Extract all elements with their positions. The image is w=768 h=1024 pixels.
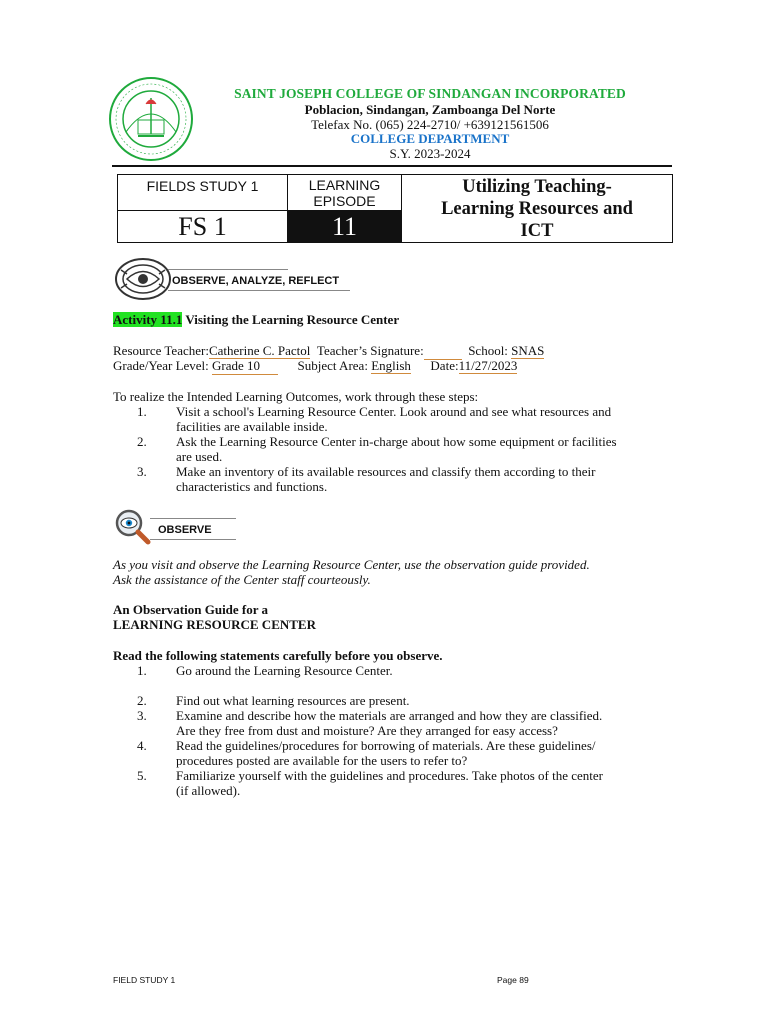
activity-heading: [113, 312, 399, 328]
observe-analyze-reflect-icon: [113, 256, 173, 302]
header-divider: [112, 165, 672, 167]
footer-left: FIELD STUDY 1: [113, 975, 176, 985]
guide-instruction: Read the following statements carefully before you observe.: [113, 648, 443, 663]
date-label: Date:: [430, 358, 459, 373]
field-study-label: FIELDS STUDY 1: [118, 175, 288, 211]
activity-tag: Activity 11.1: [113, 312, 183, 327]
learning-episode-label-line2: EPISODE: [313, 193, 376, 209]
observe-rule-top: [150, 518, 236, 519]
list-item: 1. Visit a school's Learning Resource Center. Look around and see what resources and facilities are available inside.: [137, 404, 612, 434]
list-item: 1. Go around the Learning Resource Center.: [137, 663, 393, 678]
magnifier-eye-icon: [113, 508, 151, 546]
episode-title-table: [117, 174, 673, 243]
grade-value: Grade 10: [212, 358, 278, 375]
episode-title-line2: Learning Resources and: [441, 199, 633, 219]
resource-teacher-value: Catherine C. Pactol: [208, 343, 311, 358]
list-item: 3. Make an inventory of its available resources and classify them according to their characteristics and functions.: [137, 464, 596, 494]
list-spacer: [137, 678, 677, 693]
school-telefax: Telefax No. (065) 224-2710/ +639121561506: [311, 117, 549, 132]
resource-teacher-label: Resource Teacher:: [113, 343, 209, 358]
observe-note-line2: Ask the assistance of the Center staff courteously.: [113, 572, 371, 587]
observe-rule-bottom: [150, 539, 236, 540]
school-address: Poblacion, Sindangan, Zamboanga Del Norte: [304, 102, 556, 117]
learning-episode-label: [288, 175, 402, 211]
school-label: School:: [468, 343, 512, 358]
guide-title-line1: An Observation Guide for a: [113, 602, 269, 617]
subject-value: English: [371, 358, 411, 373]
activity-title: Visiting the Learning Resource Center: [182, 312, 400, 327]
guide-items-list: [137, 663, 677, 798]
banner-rule-bottom: [168, 290, 350, 291]
list-item: 2. Find out what learning resources are present.: [137, 693, 410, 708]
episode-title-line3: ICT: [520, 221, 554, 241]
school-value: SNAS: [511, 343, 545, 358]
list-item: 2. Ask the Learning Resource Center in-charge about how some equipment or facilities are used.: [137, 434, 617, 464]
episode-title-line1: Utilizing Teaching-: [462, 177, 612, 197]
learning-episode-label-line1: LEARNING: [308, 177, 381, 193]
info-line-2: [113, 358, 517, 375]
list-item: 5. Familiarize yourself with the guidelines and procedures. Take photos of the center (if allowed).: [137, 768, 603, 798]
observe-analyze-reflect-heading: OBSERVE, ANALYZE, REFLECT: [172, 275, 340, 287]
school-name: SAINT JOSEPH COLLEGE OF SINDANGAN INCORPORATED: [234, 86, 626, 101]
date-value: 11/27/2023: [458, 358, 518, 373]
list-item: 3. Examine and describe how the materials are arranged and how they are classified. Are they free from dust and moisture? Are they arranged for easy access?: [137, 708, 603, 738]
intro-steps-list: [137, 404, 677, 494]
observe-note-line1: As you visit and observe the Learning Resource Center, use the observation guide provided.: [113, 557, 590, 572]
signature-label: Teacher’s Signature:: [316, 343, 424, 358]
episode-title: [402, 175, 672, 242]
subject-label: Subject Area:: [297, 358, 372, 373]
list-item: 4. Read the guidelines/procedures for borrowing of materials. Are these guidelines/ procedures posted are available for the users to refer to?: [137, 738, 596, 768]
banner-rule-top: [168, 269, 288, 270]
observe-heading: OBSERVE: [158, 524, 212, 536]
field-study-code: FS 1: [118, 211, 288, 242]
grade-label: Grade/Year Level:: [113, 358, 213, 373]
school-year: S.Y. 2023-2024: [389, 146, 471, 161]
intro-lead: To realize the Intended Learning Outcomes, work through these steps:: [113, 389, 479, 404]
guide-title-line2: LEARNING RESOURCE CENTER: [113, 617, 316, 632]
learning-episode-number: 11: [288, 211, 402, 242]
college-seal-logo: [108, 76, 194, 162]
footer-page-number: Page 89: [497, 975, 529, 985]
department-name: COLLEGE DEPARTMENT: [350, 131, 510, 146]
